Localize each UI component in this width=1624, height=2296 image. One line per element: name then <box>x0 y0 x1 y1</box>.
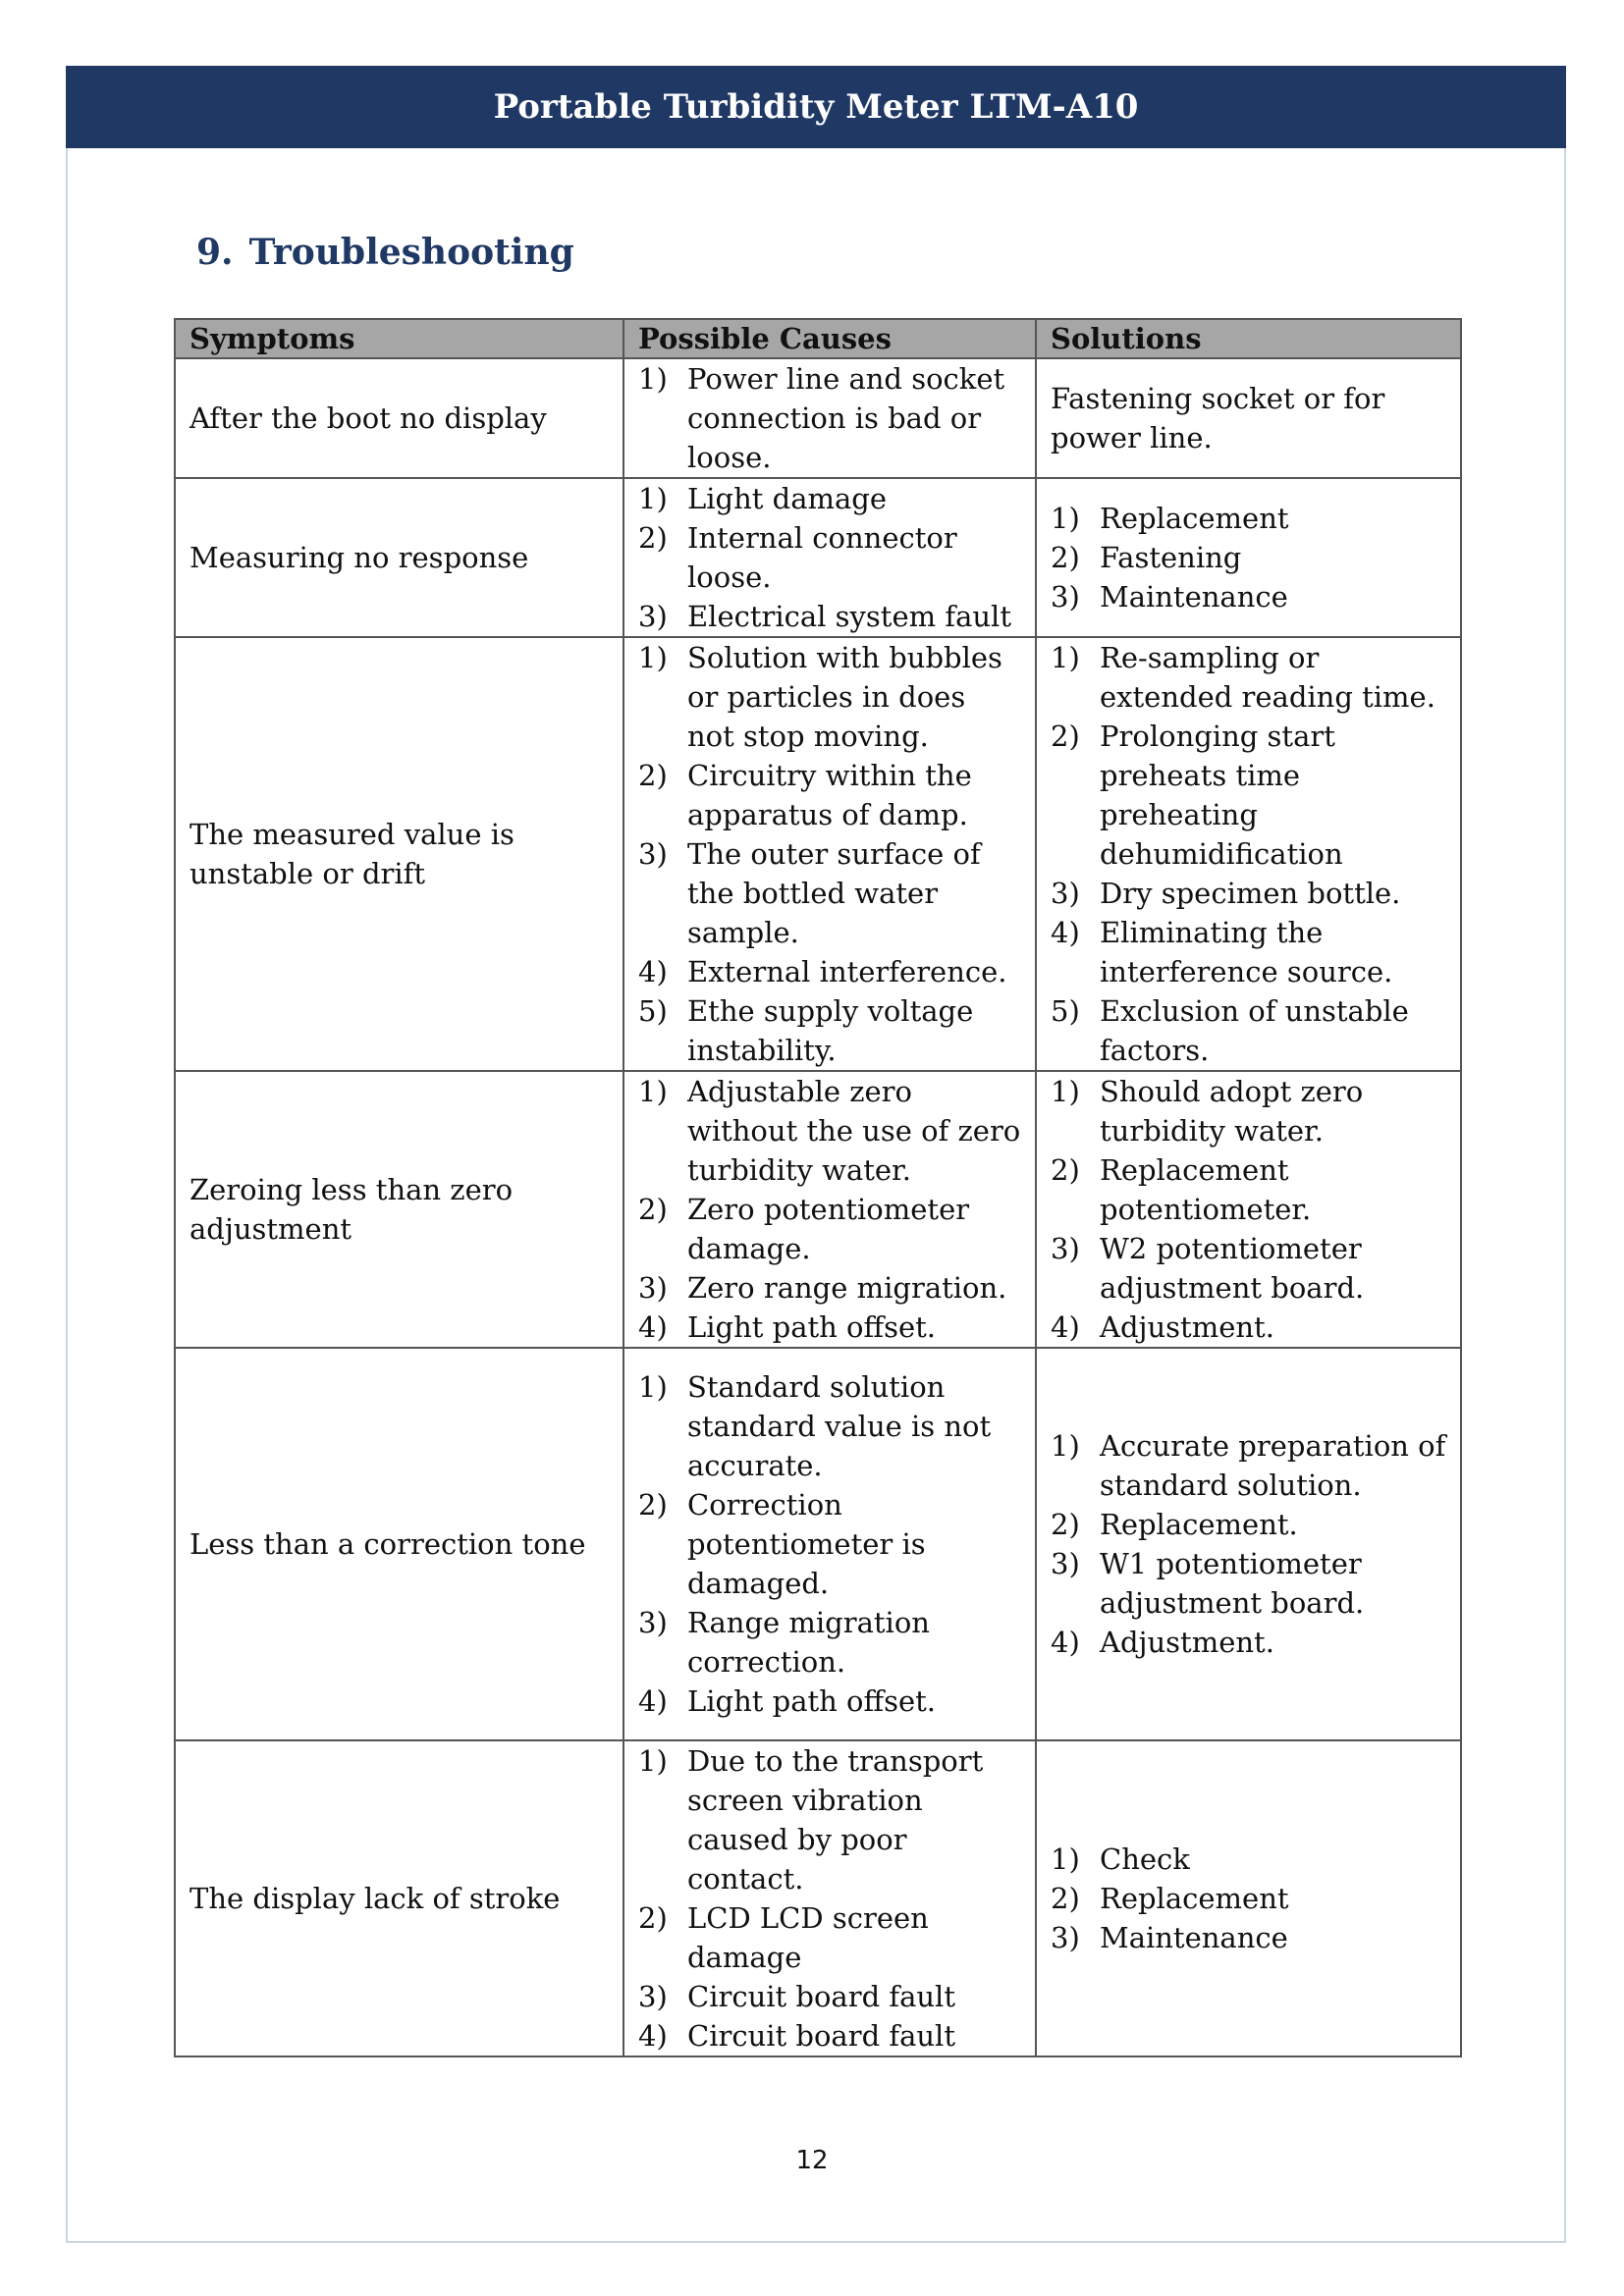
list-item-text: Power line and socket connection is bad or loose. <box>687 362 1005 474</box>
solutions-cell <box>1036 1071 1461 1348</box>
list-item-text: Replacement <box>1100 1882 1289 1915</box>
list-item-number: 2) <box>1051 720 1080 753</box>
list-item <box>638 952 1021 991</box>
list-item-number: 5) <box>1051 994 1080 1028</box>
table-row <box>175 358 1461 478</box>
list-item-number: 4) <box>638 955 668 988</box>
causes-cell <box>623 1348 1036 1740</box>
list-item <box>638 1268 1021 1308</box>
list-item <box>1051 1426 1446 1505</box>
list-item-text: Adjustment. <box>1100 1626 1274 1659</box>
list-item-number: 2) <box>638 1193 668 1226</box>
list-item-number: 2) <box>1051 541 1080 574</box>
list-item-number: 3) <box>1051 580 1080 614</box>
list-item-number: 5) <box>638 994 668 1028</box>
header-banner <box>66 66 1566 148</box>
list-item-number: 1) <box>638 641 668 674</box>
list-item <box>1051 1840 1446 1879</box>
list-item <box>638 479 1021 518</box>
causes-cell-list <box>638 1741 1021 2056</box>
causes-cell <box>623 1740 1036 2056</box>
list-item <box>1051 1308 1446 1347</box>
list-item-number: 1) <box>638 362 668 396</box>
causes-cell <box>623 1071 1036 1348</box>
list-item-number: 2) <box>638 1488 668 1522</box>
list-item <box>1051 991 1446 1070</box>
list-item <box>638 834 1021 952</box>
list-item <box>638 1977 1021 2016</box>
list-item <box>638 1367 1021 1485</box>
document-title: Portable Turbidity Meter LTM-A10 <box>493 87 1139 127</box>
list-item-text: Circuitry within the apparatus of damp. <box>687 759 972 831</box>
list-item-number: 4) <box>638 2019 668 2053</box>
causes-cell-list <box>638 479 1021 636</box>
list-item-text: Replacement potentiometer. <box>1100 1153 1312 1226</box>
list-item-number: 4) <box>1051 1626 1080 1659</box>
page-number: 12 <box>795 2146 829 2175</box>
list-item-number: 1) <box>1051 502 1080 535</box>
list-item-number: 3) <box>638 1980 668 2013</box>
causes-cell-list <box>638 1072 1021 1347</box>
list-item <box>1051 913 1446 991</box>
list-item-number: 1) <box>638 1370 668 1404</box>
list-item <box>638 1072 1021 1190</box>
solutions-cell <box>1036 1348 1461 1740</box>
list-item-text: Maintenance <box>1100 580 1288 614</box>
causes-cell <box>623 358 1036 478</box>
list-item-number: 2) <box>638 521 668 555</box>
symptom-cell: Measuring no response <box>175 478 623 637</box>
section-number: 9. <box>196 232 234 273</box>
list-item <box>638 597 1021 636</box>
list-item-number: 1) <box>1051 1075 1080 1108</box>
list-item-number: 4) <box>1051 916 1080 949</box>
list-item-text: Fastening <box>1100 541 1242 574</box>
list-item-text: Replacement <box>1100 502 1289 535</box>
list-item-text: The outer surface of the bottled water sample. <box>687 837 981 949</box>
list-item-number: 2) <box>1051 1882 1080 1915</box>
list-item-text: Check <box>1100 1842 1190 1876</box>
causes-cell-list <box>638 638 1021 1070</box>
list-item <box>638 1682 1021 1721</box>
list-item-text: Should adopt zero turbidity water. <box>1100 1075 1364 1148</box>
list-item-text: Dry specimen bottle. <box>1100 877 1401 910</box>
list-item <box>638 1308 1021 1347</box>
list-item <box>638 2016 1021 2056</box>
causes-cell <box>623 478 1036 637</box>
list-item-number: 3) <box>638 1606 668 1639</box>
table-row <box>175 1348 1461 1740</box>
list-item <box>1051 1879 1446 1918</box>
symptom-cell: Zeroing less than zero adjustment <box>175 1071 623 1348</box>
list-item-text: Zero potentiometer damage. <box>687 1193 970 1265</box>
list-item <box>638 518 1021 597</box>
solutions-cell-list <box>1051 1840 1446 1957</box>
header-possible-causes: Possible Causes <box>623 319 1036 358</box>
list-item-number: 3) <box>638 1271 668 1305</box>
list-item-number: 2) <box>638 1901 668 1935</box>
list-item <box>1051 638 1446 717</box>
table-header-row <box>175 319 1461 358</box>
list-item-text: Due to the transport screen vibration caused by poor contact. <box>687 1744 984 1896</box>
list-item-text: Solution with bubbles or particles in does not stop moving. <box>687 641 1002 753</box>
symptom-cell: The measured value is unstable or drift <box>175 637 623 1071</box>
list-item-text: Light path offset. <box>687 1684 937 1718</box>
list-item-number: 4) <box>1051 1310 1080 1344</box>
list-item <box>638 638 1021 756</box>
list-item-text: Re-sampling or extended reading time. <box>1100 641 1435 714</box>
list-item-text: Light path offset. <box>687 1310 937 1344</box>
list-item-number: 3) <box>1051 1921 1080 1954</box>
causes-cell <box>623 637 1036 1071</box>
list-item-text: Accurate preparation of standard solution. <box>1100 1429 1446 1502</box>
list-item-number: 2) <box>1051 1153 1080 1187</box>
list-item-number: 3) <box>1051 1547 1080 1580</box>
list-item <box>638 991 1021 1070</box>
list-item-text: Ethe supply voltage instability. <box>687 994 974 1067</box>
list-item-number: 1) <box>638 1075 668 1108</box>
list-item-text: Exclusion of unstable factors. <box>1100 994 1409 1067</box>
list-item <box>638 756 1021 834</box>
list-item-number: 3) <box>1051 877 1080 910</box>
header-solutions: Solutions <box>1036 319 1461 358</box>
list-item-text: Circuit board fault <box>687 1980 955 2013</box>
list-item-text: Light damage <box>687 482 888 515</box>
list-item-text: Correction potentiometer is damaged. <box>687 1488 926 1600</box>
solutions-cell-list <box>1051 1072 1446 1347</box>
list-item-number: 4) <box>638 1310 668 1344</box>
list-item <box>1051 1544 1446 1623</box>
list-item-text: Standard solution standard value is not accurate. <box>687 1370 992 1482</box>
solutions-cell <box>1036 637 1461 1071</box>
list-item-number: 3) <box>1051 1232 1080 1265</box>
solution-text: Fastening socket or for power line. <box>1051 382 1385 454</box>
list-item-text: Adjustable zero without the use of zero turbidity water. <box>687 1075 1021 1187</box>
solutions-cell <box>1036 358 1461 478</box>
list-item-text: Maintenance <box>1100 1921 1288 1954</box>
causes-cell-list <box>638 1367 1021 1721</box>
list-item <box>1051 1505 1446 1544</box>
list-item <box>638 1898 1021 1977</box>
table-row <box>175 1740 1461 2056</box>
section-title: Troubleshooting <box>248 232 574 273</box>
symptom-cell: After the boot no display <box>175 358 623 478</box>
list-item <box>1051 1918 1446 1957</box>
list-item <box>1051 1229 1446 1308</box>
section-heading <box>196 232 574 273</box>
list-item-text: Adjustment. <box>1100 1310 1274 1344</box>
table-row <box>175 478 1461 637</box>
list-item <box>1051 1150 1446 1229</box>
list-item <box>1051 499 1446 538</box>
troubleshooting-table <box>174 318 1462 2057</box>
list-item-number: 4) <box>638 1684 668 1718</box>
list-item <box>1051 538 1446 577</box>
list-item-number: 1) <box>1051 1429 1080 1463</box>
list-item-text: Prolonging start preheats time preheating dehumidification <box>1100 720 1343 871</box>
list-item-text: Circuit board fault <box>687 2019 955 2053</box>
list-item <box>638 359 1021 477</box>
symptom-cell: Less than a correction tone <box>175 1348 623 1740</box>
header-symptoms: Symptoms <box>175 319 623 358</box>
list-item-text: Range migration correction. <box>687 1606 930 1679</box>
list-item-number: 2) <box>638 759 668 792</box>
list-item <box>1051 1072 1446 1150</box>
solutions-cell-list <box>1051 1426 1446 1662</box>
list-item-number: 1) <box>1051 1842 1080 1876</box>
list-item <box>1051 874 1446 913</box>
causes-cell-list <box>638 359 1021 477</box>
list-item-text: External interference. <box>687 955 1007 988</box>
table-row <box>175 637 1461 1071</box>
solutions-cell-list <box>1051 499 1446 616</box>
list-item-text: Electrical system fault <box>687 600 1011 633</box>
list-item-number: 1) <box>1051 641 1080 674</box>
list-item-number: 1) <box>638 1744 668 1778</box>
list-item <box>638 1485 1021 1603</box>
list-item <box>1051 577 1446 616</box>
list-item <box>638 1741 1021 1898</box>
list-item <box>1051 1623 1446 1662</box>
solutions-cell <box>1036 1740 1461 2056</box>
list-item-number: 2) <box>1051 1508 1080 1541</box>
list-item-text: Eliminating the interference source. <box>1100 916 1393 988</box>
solutions-cell <box>1036 478 1461 637</box>
list-item-text: W1 potentiometer adjustment board. <box>1100 1547 1365 1620</box>
list-item <box>638 1190 1021 1268</box>
list-item-text: Replacement. <box>1100 1508 1298 1541</box>
list-item-number: 3) <box>638 600 668 633</box>
list-item-number: 3) <box>638 837 668 871</box>
list-item <box>638 1603 1021 1682</box>
solutions-cell-list <box>1051 638 1446 1070</box>
list-item-number: 1) <box>638 482 668 515</box>
list-item-text: LCD LCD screen damage <box>687 1901 929 1974</box>
symptom-cell: The display lack of stroke <box>175 1740 623 2056</box>
list-item-text: W2 potentiometer adjustment board. <box>1100 1232 1365 1305</box>
list-item-text: Internal connector loose. <box>687 521 957 594</box>
list-item <box>1051 717 1446 874</box>
table-row <box>175 1071 1461 1348</box>
list-item-text: Zero range migration. <box>687 1271 1007 1305</box>
